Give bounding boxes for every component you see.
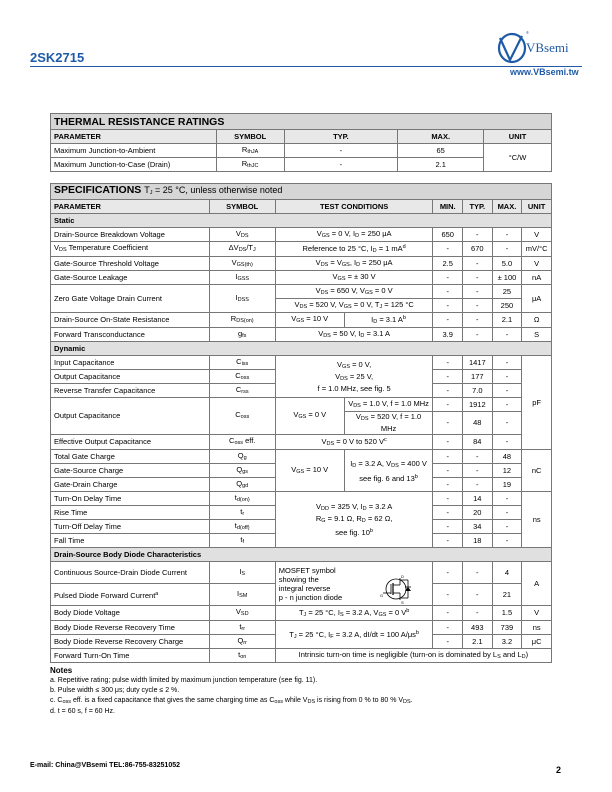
table-cell: - — [433, 242, 463, 257]
section-static: Static — [51, 214, 552, 228]
table-cell: Continuous Source-Drain Diode Current — [51, 562, 210, 584]
table-cell: Forward Turn-On Time — [51, 649, 210, 663]
table-row — [51, 450, 552, 464]
max-cell: 2.1 — [398, 158, 484, 172]
table-cell: $V_{DS} = V_{GS}$, $I_D = 250$ μA — [275, 257, 433, 271]
table-row — [51, 285, 552, 299]
unit-cell: °C/W — [484, 144, 552, 172]
table-cell: $V_{GS} = 0$ V — [275, 398, 344, 435]
table-cell: - — [433, 520, 463, 534]
table-cell: S — [522, 328, 552, 342]
table-cell: - — [433, 562, 463, 584]
table-cell: nA — [522, 271, 552, 285]
table-cell: - — [463, 271, 493, 285]
table-cell: $T_J = 25$ °C, $I_S = 3.2$ A, $V_{GS} = 0$ $V^b$ — [275, 606, 433, 621]
brand-name: VBsemi — [526, 40, 569, 55]
table-cell: $V_{DS} = 0$ V to 520 $V^c$ — [275, 435, 433, 450]
table-cell: $t_{d(on)}$ — [209, 492, 275, 506]
table-cell: - — [463, 257, 493, 271]
th-typ: TYP. — [284, 130, 398, 144]
note-c: c. $C_{oss}$ eff. is a fixed capacitance that gives the same charging time as $C_{oss}$ while $V_{DS}$ is rising from 0 % to 80 % $V_{DS}$. — [50, 697, 413, 705]
website-link[interactable]: www.VBsemi.tw — [510, 67, 579, 77]
table-cell: - — [433, 271, 463, 285]
table-cell: A — [522, 562, 552, 606]
table-cell: $I_{GSS}$ — [209, 271, 275, 285]
table-cell: $V_{GS}$ = ± 30 V — [275, 271, 433, 285]
table-row — [51, 158, 552, 172]
table-cell: - — [463, 606, 493, 621]
symbol-cell: $R_{thJA}$ — [216, 144, 284, 158]
table-cell: Effective Output Capacitance — [51, 435, 210, 450]
specifications-table — [50, 183, 552, 663]
table-cell: Output Capacitance — [51, 370, 210, 384]
table-cell: $I_S$ — [209, 562, 275, 584]
table-cell: - — [492, 520, 522, 534]
table-cell: 1912 — [463, 398, 493, 412]
table-cell: - — [492, 398, 522, 412]
table-cell: - — [492, 328, 522, 342]
table-cell: - — [492, 384, 522, 398]
table-cell: Ω — [522, 313, 552, 328]
table-cell: 48 — [492, 450, 522, 464]
thermal-title: THERMAL RESISTANCE RATINGS — [51, 114, 552, 130]
table-cell: $V_{SD}$ — [209, 606, 275, 621]
table-row — [51, 328, 552, 342]
table-cell: $I_D = 3.2$ A, $V_{DS} = 400$ V see fig. 6 and 13$^b$ — [344, 450, 433, 492]
table-cell: $t_{d(off)}$ — [209, 520, 275, 534]
table-cell: 34 — [463, 520, 493, 534]
notes — [50, 666, 560, 717]
table-cell: - — [492, 534, 522, 548]
table-cell: - — [492, 370, 522, 384]
table-row — [51, 356, 552, 370]
table-cell: $I_{DSS}$ — [209, 285, 275, 313]
table-cell: nC — [522, 450, 552, 492]
table-cell: - — [433, 584, 463, 606]
param-cell: Maximum Junction-to-Ambient — [51, 144, 217, 158]
table-cell: $T_J = 25$ °C, $I_F = 3.2$ A, dI/dt = 100 $A/\mu s^b$ — [275, 621, 433, 649]
table-row — [51, 271, 552, 285]
table-cell: $V_{DS} = 1.0$ V, f = 1.0 MHz — [344, 398, 433, 412]
table-cell: 14 — [463, 492, 493, 506]
mosfet-symbol-icon — [380, 574, 414, 604]
typ-cell: - — [284, 158, 398, 172]
table-cell: 2.5 — [433, 257, 463, 271]
table-cell: - — [433, 435, 463, 450]
table-cell: $I_D = 3.1$ $A^b$ — [344, 313, 433, 328]
table-cell: - — [433, 621, 463, 635]
table-cell: $C_{rss}$ — [209, 384, 275, 398]
th-symbol: SYMBOL — [209, 200, 275, 214]
table-cell: $V_{GS} = 10$ V — [275, 313, 344, 328]
table-cell: Forward Transconductance — [51, 328, 210, 342]
table-cell: - — [433, 384, 463, 398]
table-cell: - — [433, 370, 463, 384]
table-row — [51, 257, 552, 271]
table-cell: - — [433, 356, 463, 370]
th-typ: TYP. — [463, 200, 493, 214]
table-cell: $V_{DS} = 520$ V, $V_{GS} = 0$ V, $T_J = 125$ °C — [275, 299, 433, 313]
table-cell: $Q_{rr}$ — [209, 635, 275, 649]
table-row — [51, 621, 552, 635]
table-row — [51, 435, 552, 450]
table-cell: 650 — [433, 228, 463, 242]
table-cell: Total Gate Charge — [51, 450, 210, 464]
svg-text:S: S — [400, 600, 404, 604]
table-cell: Body Diode Reverse Recovery Time — [51, 621, 210, 635]
table-cell: Body Diode Reverse Recovery Charge — [51, 635, 210, 649]
table-cell: 3.2 — [492, 635, 522, 649]
table-cell: $Q_{gs}$ — [209, 464, 275, 478]
table-cell: - — [463, 478, 493, 492]
table-cell: Gate-Source Leakage — [51, 271, 210, 285]
th-symbol: SYMBOL — [216, 130, 284, 144]
table-cell: $R_{DS(on)}$ — [209, 313, 275, 328]
note-d: d. t = 60 s, f = 60 Hz. — [50, 708, 115, 715]
table-cell: Intrinsic turn-on time is negligible (turn-on is dominated by $L_S$ and $L_D$) — [275, 649, 551, 663]
table-cell: μA — [522, 285, 552, 313]
table-row — [51, 606, 552, 621]
table-cell: - — [463, 299, 493, 313]
table-cell: 12 — [492, 464, 522, 478]
th-test-conditions: TEST CONDITIONS — [275, 200, 433, 214]
table-row — [51, 398, 552, 412]
table-cell: Drain-Source Breakdown Voltage — [51, 228, 210, 242]
table-cell: Body Diode Voltage — [51, 606, 210, 621]
table-row — [51, 649, 552, 663]
table-cell: $Q_{gd}$ — [209, 478, 275, 492]
table-cell: Output Capacitance — [51, 398, 210, 435]
table-cell: - — [433, 299, 463, 313]
table-row — [51, 144, 552, 158]
table-cell: $V_{GS} = 10$ V — [275, 450, 344, 492]
table-cell: 250 — [492, 299, 522, 313]
th-parameter: PARAMETER — [51, 200, 210, 214]
table-cell: Rise Time — [51, 506, 210, 520]
table-cell: $C_{oss}$ — [209, 370, 275, 384]
table-row — [51, 492, 552, 506]
table-cell: Zero Gate Voltage Drain Current — [51, 285, 210, 313]
table-cell: 7.0 — [463, 384, 493, 398]
table-cell: $V_{DS} = 520$ V, f = 1.0 MHz — [344, 412, 433, 435]
table-cell: - — [463, 228, 493, 242]
table-cell: Pulsed Diode Forward Current$^a$ — [51, 584, 210, 606]
table-cell: 2.1 — [492, 313, 522, 328]
table-cell: 19 — [492, 478, 522, 492]
table-cell: - — [433, 412, 463, 435]
table-cell: 3.9 — [433, 328, 463, 342]
table-cell: Reverse Transfer Capacitance — [51, 384, 210, 398]
table-cell: Gate-Source Threshold Voltage — [51, 257, 210, 271]
table-cell: $t_f$ — [209, 534, 275, 548]
table-cell: - — [433, 606, 463, 621]
th-max: MAX. — [398, 130, 484, 144]
table-cell: 2.1 — [463, 635, 493, 649]
table-row — [51, 242, 552, 257]
table-cell: - — [433, 398, 463, 412]
footer-contact: E-mail: China@VBsemi TEL:86-755-83251052 — [30, 762, 181, 769]
table-cell: $V_{GS} = 0$ V, $I_D = 250$ μA — [275, 228, 433, 242]
table-cell: $C_{oss}$ eff. — [209, 435, 275, 450]
table-cell: $V_{DS} = 50$ V, $I_D = 3.1$ A — [275, 328, 433, 342]
table-cell: $V_{DS}$ Temperature Coefficient — [51, 242, 210, 257]
param-cell: Maximum Junction-to-Case (Drain) — [51, 158, 217, 172]
table-cell: - — [433, 478, 463, 492]
svg-text:D: D — [400, 574, 404, 579]
table-cell: 5.0 — [492, 257, 522, 271]
table-cell: μC — [522, 635, 552, 649]
table-cell: $V_{GS(th)}$ — [209, 257, 275, 271]
table-cell: $V_{GS} = 0$ V, $V_{DS} = 25$ V, f = 1.0 MHz, see fig. 5 — [275, 356, 433, 398]
table-cell: - — [433, 635, 463, 649]
table-cell: Input Capacitance — [51, 356, 210, 370]
section-body-diode: Drain-Source Body Diode Characteristics — [51, 548, 552, 562]
table-cell: V — [522, 257, 552, 271]
table-cell: MOSFET symbol showing the integral reverse p - n junction diode D G S — [275, 562, 433, 606]
table-cell: 21 — [492, 584, 522, 606]
table-cell: $V_{DS} = 650$ V, $V_{GS} = 0$ V — [275, 285, 433, 299]
section-dynamic: Dynamic — [51, 342, 552, 356]
table-cell: V — [522, 228, 552, 242]
table-cell: Drain-Source On-State Resistance — [51, 313, 210, 328]
table-cell: Gate-Source Charge — [51, 464, 210, 478]
table-cell: - — [463, 584, 493, 606]
table-row — [51, 562, 552, 584]
table-cell: 4 — [492, 562, 522, 584]
table-cell: - — [492, 412, 522, 435]
thermal-table — [50, 113, 552, 172]
table-cell: 20 — [463, 506, 493, 520]
table-cell: - — [433, 464, 463, 478]
th-min: MIN. — [433, 200, 463, 214]
table-cell: - — [463, 464, 493, 478]
table-cell: Reference to 25 °C, $I_D = 1$ $mA^d$ — [275, 242, 433, 257]
table-cell: Turn-On Delay Time — [51, 492, 210, 506]
table-row — [51, 313, 552, 328]
table-cell: 48 — [463, 412, 493, 435]
table-cell: - — [492, 228, 522, 242]
table-cell: $V_{DS}$ — [209, 228, 275, 242]
part-number: 2SK2715 — [30, 50, 85, 65]
table-cell: mV/°C — [522, 242, 552, 257]
table-cell: 25 — [492, 285, 522, 299]
table-cell: Fall Time — [51, 534, 210, 548]
table-cell: $t_r$ — [209, 506, 275, 520]
table-cell: V — [522, 606, 552, 621]
table-cell: - — [433, 492, 463, 506]
table-cell: - — [492, 242, 522, 257]
table-cell: $V_{DD} = 325$ V, $I_D = 3.2$ A $R_G = 9.1$ Ω, $R_D = 62$ Ω, see fig. 10$^b$ — [275, 492, 433, 548]
table-cell: 1417 — [463, 356, 493, 370]
table-cell: ns — [522, 492, 552, 548]
table-cell: 670 — [463, 242, 493, 257]
svg-text:®: ® — [526, 30, 529, 35]
table-cell: $C_{iss}$ — [209, 356, 275, 370]
table-cell: ± 100 — [492, 271, 522, 285]
svg-text:G: G — [379, 593, 383, 598]
table-cell: - — [463, 328, 493, 342]
table-cell: 84 — [463, 435, 493, 450]
table-cell: $I_{SM}$ — [209, 584, 275, 606]
notes-title: Notes — [50, 666, 73, 675]
table-cell: 177 — [463, 370, 493, 384]
typ-cell: - — [284, 144, 398, 158]
table-cell: - — [433, 313, 463, 328]
page-number: 2 — [556, 765, 562, 775]
table-cell: pF — [522, 356, 552, 450]
table-cell: 1.5 — [492, 606, 522, 621]
table-cell: - — [463, 450, 493, 464]
table-row — [51, 228, 552, 242]
table-cell: 739 — [492, 621, 522, 635]
table-cell: - — [463, 285, 493, 299]
th-unit: UNIT — [484, 130, 552, 144]
table-cell: - — [492, 435, 522, 450]
table-cell: ns — [522, 621, 552, 635]
table-cell: - — [492, 506, 522, 520]
table-cell: $t_{rr}$ — [209, 621, 275, 635]
max-cell: 65 — [398, 144, 484, 158]
note-a: a. Repetitive rating; pulse width limited by maximum junction temperature (see fig. 11). — [50, 677, 318, 684]
table-cell: - — [492, 492, 522, 506]
table-cell: 493 — [463, 621, 493, 635]
table-cell: Turn-Off Delay Time — [51, 520, 210, 534]
table-cell: $C_{oss}$ — [209, 398, 275, 435]
table-cell: - — [433, 450, 463, 464]
table-cell: - — [433, 285, 463, 299]
th-unit: UNIT — [522, 200, 552, 214]
table-cell: $g_{fs}$ — [209, 328, 275, 342]
table-cell: $t_{on}$ — [209, 649, 275, 663]
table-cell: $\Delta V_{DS}/T_J$ — [209, 242, 275, 257]
table-cell: - — [492, 356, 522, 370]
table-cell: - — [463, 313, 493, 328]
specs-title: SPECIFICATIONS $T_J = 25$ °C, unless otherwise noted — [51, 184, 552, 200]
table-cell: 18 — [463, 534, 493, 548]
table-cell: - — [433, 534, 463, 548]
table-cell: Gate-Drain Charge — [51, 478, 210, 492]
table-cell: $Q_g$ — [209, 450, 275, 464]
table-cell: - — [433, 506, 463, 520]
th-max: MAX. — [492, 200, 522, 214]
note-b: b. Pulse width ≤ 300 μs; duty cycle ≤ 2 %. — [50, 687, 180, 694]
th-parameter: PARAMETER — [51, 130, 217, 144]
table-cell: - — [463, 562, 493, 584]
symbol-cell: $R_{thJC}$ — [216, 158, 284, 172]
